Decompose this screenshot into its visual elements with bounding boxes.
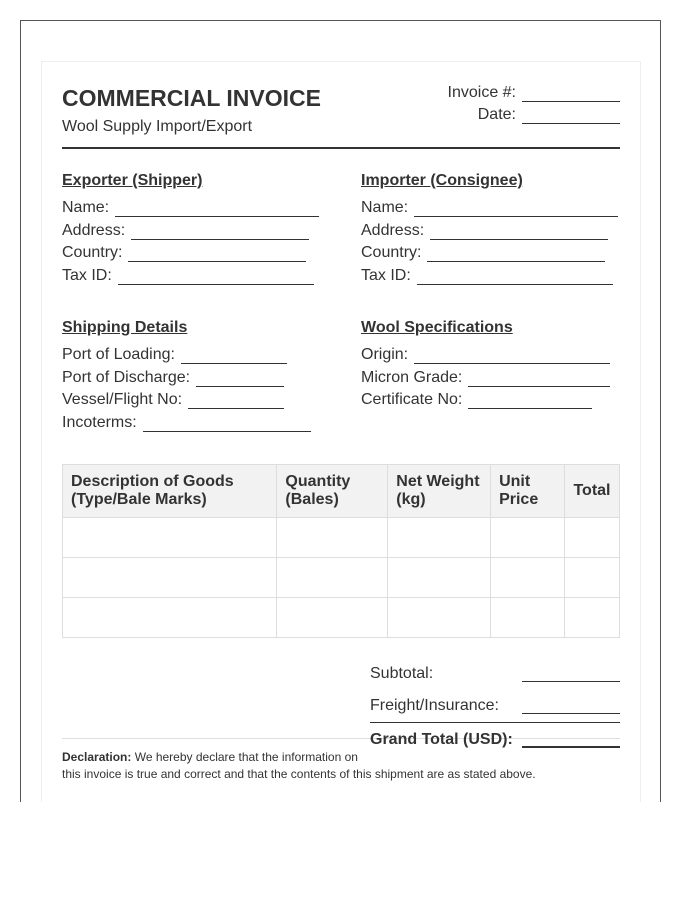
table-cell[interactable]	[491, 598, 565, 638]
col-description-line1: Description of Goods	[71, 473, 234, 490]
freight-label: Freight/Insurance:	[370, 697, 499, 714]
col-unit-price-line2: Price	[499, 491, 539, 508]
col-description-line2: (Type/Bale Marks)	[71, 491, 207, 508]
vessel-flight-label: Vessel/Flight No:	[62, 391, 183, 408]
origin-field[interactable]	[414, 349, 610, 364]
wool-section-title: Wool Specifications	[361, 319, 513, 336]
col-quantity-line2: (Bales)	[285, 491, 339, 508]
port-loading-label: Port of Loading:	[62, 346, 175, 363]
importer-address-label: Address:	[361, 222, 425, 239]
importer-address-field[interactable]	[430, 225, 608, 240]
table-row	[63, 558, 620, 598]
table-cell[interactable]	[277, 518, 388, 558]
port-loading-row	[62, 346, 287, 364]
importer-taxid-label: Tax ID:	[361, 267, 411, 284]
exporter-country-row	[62, 244, 306, 262]
declaration-line-2: this invoice is true and correct and that the contents of this shipment are as stated above.	[62, 767, 536, 781]
vessel-flight-field[interactable]	[188, 394, 284, 409]
shipping-section-title: Shipping Details	[62, 319, 188, 336]
port-discharge-label: Port of Discharge:	[62, 369, 191, 386]
invoice-number-field[interactable]	[522, 87, 620, 102]
table-cell[interactable]	[564, 558, 619, 598]
col-net-weight-line1: Net Weight	[396, 473, 480, 490]
importer-name-label: Name:	[361, 199, 409, 216]
table-cell[interactable]	[388, 518, 491, 558]
incoterms-row	[62, 414, 311, 432]
table-cell[interactable]	[63, 558, 277, 598]
exporter-section-title: Exporter (Shipper)	[62, 172, 203, 189]
exporter-address-field[interactable]	[131, 225, 309, 240]
grand-total-label: Grand Total (USD):	[370, 731, 513, 748]
table-row	[63, 598, 620, 638]
col-total	[564, 465, 619, 518]
certificate-label: Certificate No:	[361, 391, 463, 408]
origin-row	[361, 346, 610, 364]
micron-grade-label: Micron Grade:	[361, 369, 463, 386]
importer-name-field[interactable]	[414, 202, 618, 217]
grand-total-field[interactable]	[522, 746, 620, 748]
incoterms-field[interactable]	[143, 417, 311, 432]
date-row	[478, 106, 620, 124]
goods-table	[62, 464, 620, 638]
exporter-name-row	[62, 199, 319, 217]
exporter-country-field[interactable]	[128, 247, 306, 262]
col-description	[63, 465, 277, 518]
date-field[interactable]	[522, 109, 620, 124]
micron-grade-field[interactable]	[468, 372, 610, 387]
subtotal-label: Subtotal:	[370, 665, 434, 682]
exporter-name-field[interactable]	[115, 202, 319, 217]
exporter-country-label: Country:	[62, 244, 123, 261]
certificate-row	[361, 391, 592, 409]
declaration-line-1	[62, 750, 358, 764]
header-divider	[62, 147, 620, 149]
importer-country-row	[361, 244, 605, 262]
certificate-field[interactable]	[468, 394, 592, 409]
col-unit-price	[491, 465, 565, 518]
declaration-label: Declaration:	[62, 750, 132, 764]
importer-country-field[interactable]	[427, 247, 605, 262]
port-loading-field[interactable]	[181, 349, 287, 364]
importer-taxid-row	[361, 267, 613, 285]
col-quantity-line1: Quantity	[285, 473, 351, 490]
port-discharge-field[interactable]	[196, 372, 284, 387]
table-cell[interactable]	[491, 558, 565, 598]
invoice-number-row	[448, 84, 620, 102]
micron-grade-row	[361, 369, 610, 387]
table-cell[interactable]	[277, 558, 388, 598]
col-total-line1: Total	[573, 482, 611, 499]
table-cell[interactable]	[277, 598, 388, 638]
page-title: COMMERCIAL INVOICE	[62, 85, 321, 111]
importer-taxid-field[interactable]	[417, 270, 613, 285]
table-cell[interactable]	[63, 598, 277, 638]
declaration-text-1: We hereby declare that the information on	[134, 750, 358, 764]
table-cell[interactable]	[564, 598, 619, 638]
importer-address-row	[361, 222, 608, 240]
freight-field[interactable]	[522, 713, 620, 714]
exporter-taxid-field[interactable]	[118, 270, 314, 285]
grand-total-divider	[370, 722, 620, 723]
col-net-weight	[388, 465, 491, 518]
exporter-name-label: Name:	[62, 199, 110, 216]
declaration-divider	[62, 738, 620, 739]
table-header-row	[63, 465, 620, 518]
table-cell[interactable]	[388, 558, 491, 598]
importer-name-row	[361, 199, 618, 217]
date-label: Date:	[477, 106, 516, 123]
exporter-address-label: Address:	[62, 222, 126, 239]
importer-country-label: Country:	[361, 244, 422, 261]
table-cell[interactable]	[388, 598, 491, 638]
col-net-weight-line2: (kg)	[396, 491, 426, 508]
incoterms-label: Incoterms:	[62, 414, 137, 431]
table-row	[63, 518, 620, 558]
exporter-taxid-row	[62, 267, 314, 285]
col-unit-price-line1: Unit	[499, 473, 531, 490]
invoice-number-label: Invoice #:	[447, 84, 516, 101]
table-cell[interactable]	[491, 518, 565, 558]
table-cell[interactable]	[63, 518, 277, 558]
vessel-flight-row	[62, 391, 284, 409]
table-cell[interactable]	[564, 518, 619, 558]
subtotal-field[interactable]	[522, 681, 620, 682]
page-subtitle: Wool Supply Import/Export	[62, 118, 253, 135]
col-quantity	[277, 465, 388, 518]
exporter-address-row	[62, 222, 309, 240]
exporter-taxid-label: Tax ID:	[62, 267, 112, 284]
port-discharge-row	[62, 369, 284, 387]
importer-section-title: Importer (Consignee)	[361, 172, 523, 189]
origin-label: Origin:	[361, 346, 409, 363]
